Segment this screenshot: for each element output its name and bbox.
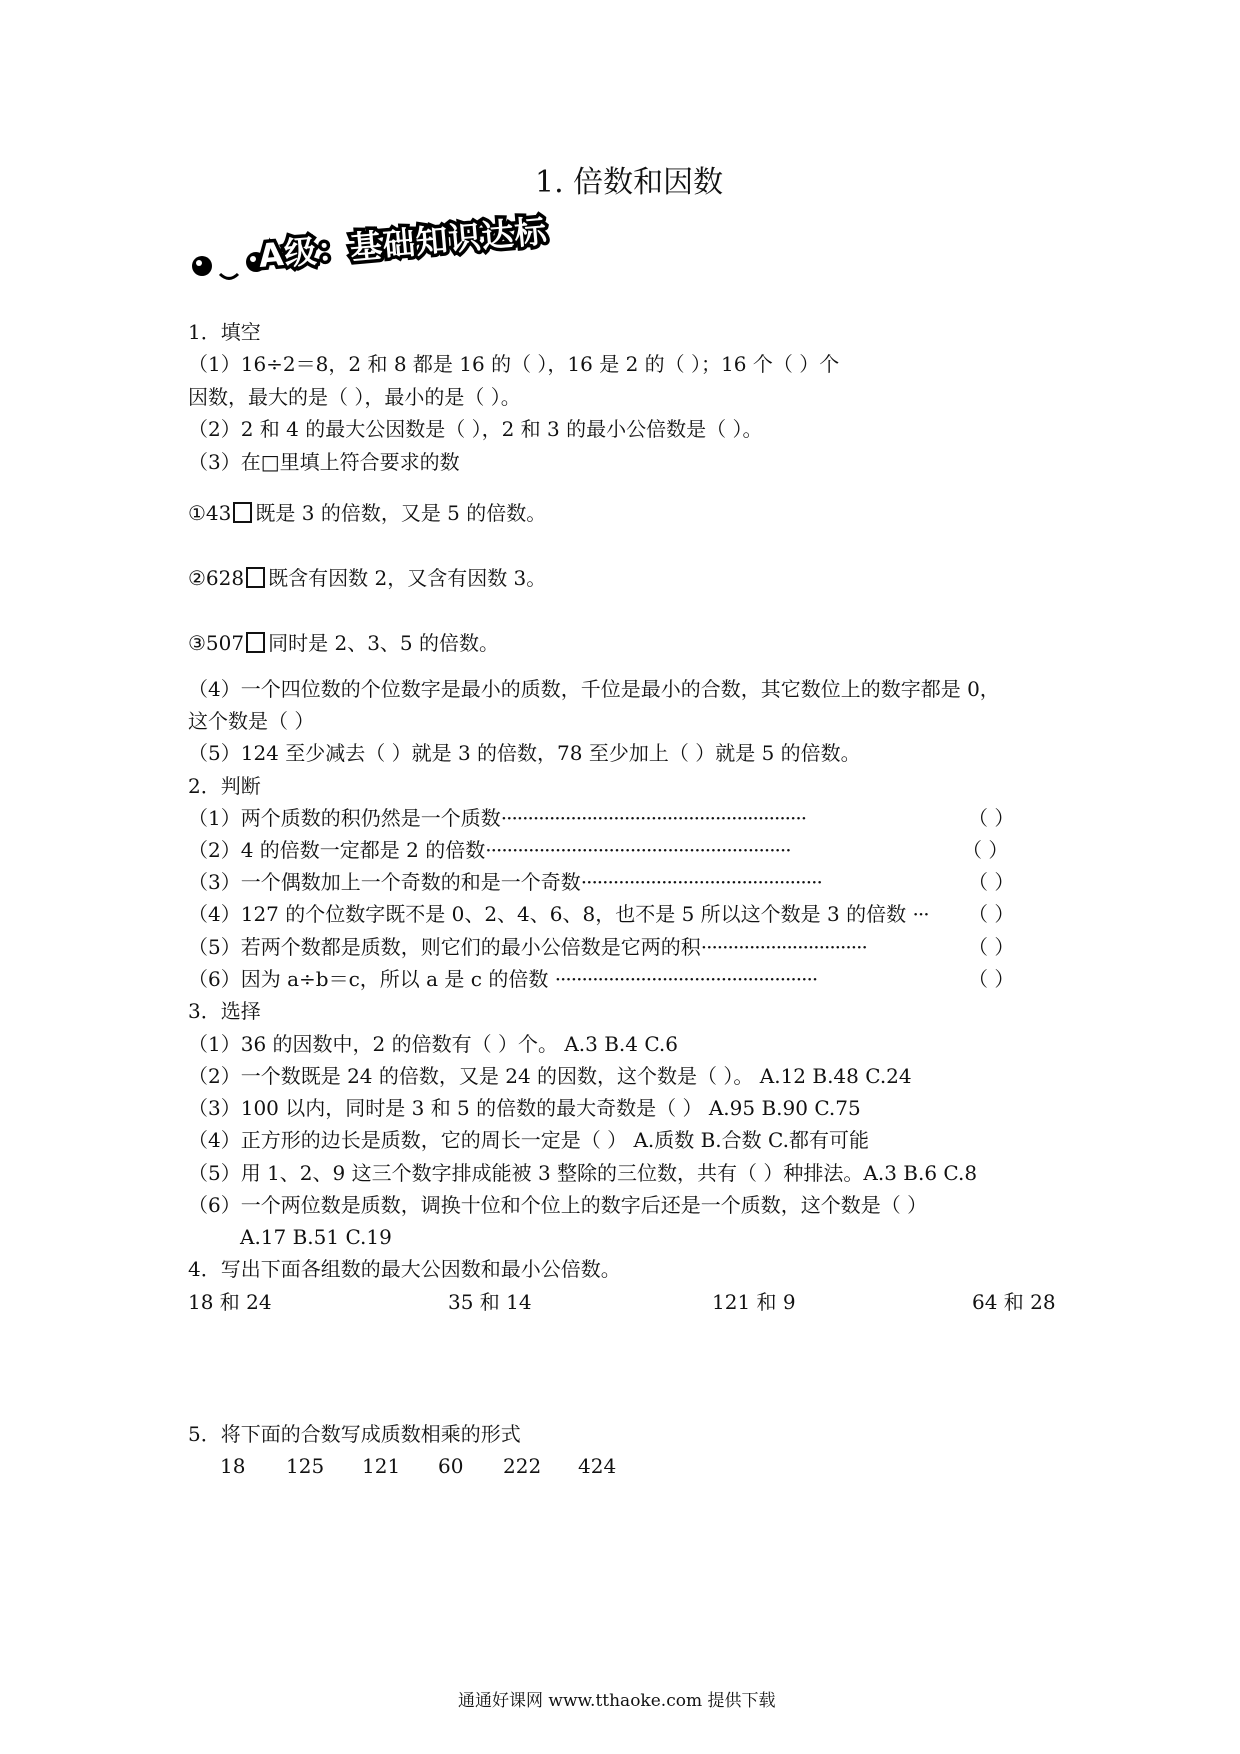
judge-bracket[interactable]: （ ） bbox=[968, 870, 1015, 894]
judge-bracket[interactable]: （ ） bbox=[968, 902, 1015, 926]
judge-bracket[interactable]: （ ） bbox=[968, 967, 1015, 991]
section1-heading: 1．填空 bbox=[188, 320, 261, 344]
answer-box[interactable] bbox=[246, 632, 265, 653]
q3-item-prefix: ③507 bbox=[188, 631, 245, 655]
q3-item-suffix: 同时是 2、3、5 的倍数。 bbox=[268, 631, 499, 655]
number-pair: 18 和 24 bbox=[188, 1290, 272, 1314]
choice-item: （6）一个两位数是质数，调换十位和个位上的数字后还是一个质数，这个数是（ ） bbox=[188, 1193, 928, 1217]
composite-number: 424 bbox=[578, 1454, 617, 1478]
leader-dots: ························································· bbox=[500, 806, 807, 830]
leader-dots: ··· bbox=[912, 902, 929, 926]
judge-text: （1）两个质数的积仍然是一个质数 bbox=[188, 806, 501, 830]
number-pair: 35 和 14 bbox=[448, 1290, 532, 1314]
number-pair: 64 和 28 bbox=[972, 1290, 1056, 1314]
number-pair: 121 和 9 bbox=[712, 1290, 796, 1314]
judge-item bbox=[188, 969, 817, 989]
judge-item bbox=[188, 840, 791, 860]
judge-item bbox=[188, 904, 929, 924]
level-badge bbox=[188, 211, 549, 288]
q3-item-suffix: 既是 3 的倍数，又是 5 的倍数。 bbox=[255, 501, 547, 525]
composite-number: 18 bbox=[220, 1454, 246, 1478]
choice-item: （1）36 的因数中，2 的倍数有（ ）个。 A.3 B.4 C.6 bbox=[188, 1032, 679, 1056]
judge-bracket[interactable]: （ ） bbox=[962, 838, 1009, 862]
judge-text: （2）4 的倍数一定都是 2 的倍数 bbox=[188, 838, 486, 862]
q4-line1: （4）一个四位数的个位数字是最小的质数，千位是最小的合数，其它数位上的数字都是 0， bbox=[188, 677, 1000, 701]
judge-text: （6）因为 a÷b＝c，所以 a 是 c 的倍数 bbox=[188, 967, 555, 991]
composite-number: 222 bbox=[503, 1454, 542, 1478]
q1-line2: 因数，最大的是（ ），最小的是（ ）。 bbox=[188, 385, 521, 409]
leader-dots: ················································· bbox=[554, 967, 818, 991]
q3-text: （3）在□里填上符合要求的数 bbox=[188, 450, 460, 474]
judge-bracket[interactable]: （ ） bbox=[968, 806, 1015, 830]
q3-item-1 bbox=[188, 502, 546, 523]
q3-item-prefix: ①43 bbox=[188, 501, 232, 525]
choice-options: A.17 B.51 C.19 bbox=[240, 1225, 392, 1249]
judge-text: （5）若两个数都是质数，则它们的最小公倍数是它两的积 bbox=[188, 935, 701, 959]
judge-bracket[interactable]: （ ） bbox=[968, 935, 1015, 959]
q3-item-3 bbox=[188, 632, 499, 653]
composite-number: 125 bbox=[286, 1454, 325, 1478]
section2-heading: 2．判断 bbox=[188, 774, 261, 798]
judge-item bbox=[188, 937, 867, 957]
judge-item bbox=[188, 808, 806, 828]
choice-item: （5）用 1、2、9 这三个数字排成能被 3 整除的三位数，共有（ ）种排法。A.3 B.6 C.8 bbox=[188, 1161, 978, 1185]
q5-text: （5）124 至少减去（ ）就是 3 的倍数，78 至少加上（ ）就是 5 的倍数。 bbox=[188, 741, 861, 765]
answer-box[interactable] bbox=[233, 502, 252, 523]
page-title: 1. 倍数和因数 bbox=[535, 165, 724, 200]
judge-text: （3）一个偶数加上一个奇数的和是一个奇数 bbox=[188, 870, 581, 894]
q2-text: （2）2 和 4 的最大公因数是（ ），2 和 3 的最小公倍数是（ ）。 bbox=[188, 417, 763, 441]
q1-line1: （1）16÷2＝8，2 和 8 都是 16 的（ ），16 是 2 的（ ）；16 个（ ）个 bbox=[188, 352, 840, 376]
footer-text: 通通好课网 www.tthaoke.com 提供下载 bbox=[458, 1691, 776, 1711]
leader-dots: ························································· bbox=[485, 838, 791, 862]
q3-item-suffix: 既含有因数 2，又含有因数 3。 bbox=[268, 566, 547, 590]
judge-text: （4）127 的个位数字既不是 0、2、4、6、8，也不是 5 所以这个数是 3 的倍数 bbox=[188, 902, 913, 926]
leader-dots: ············································· bbox=[580, 870, 822, 894]
q3-item-2 bbox=[188, 567, 546, 588]
choice-item: （4）正方形的边长是质数，它的周长一定是（ ） A.质数 B.合数 C.都有可能 bbox=[188, 1128, 869, 1152]
answer-box[interactable] bbox=[246, 567, 265, 588]
section5-heading: 5．将下面的合数写成质数相乘的形式 bbox=[188, 1422, 521, 1446]
choice-item: （3）100 以内，同时是 3 和 5 的倍数的最大奇数是（ ） A.95 B.90 C.75 bbox=[188, 1096, 861, 1120]
section4-heading: 4．写出下面各组数的最大公因数和最小公倍数。 bbox=[188, 1257, 621, 1281]
composite-number: 121 bbox=[362, 1454, 401, 1478]
level-badge-text: A级：基础知识达标 bbox=[256, 211, 549, 275]
choice-item: （2）一个数既是 24 的倍数，又是 24 的因数，这个数是（ ）。 A.12 B.48 C.24 bbox=[188, 1064, 912, 1088]
q3-item-prefix: ②628 bbox=[188, 566, 245, 590]
composite-number: 60 bbox=[438, 1454, 464, 1478]
section3-heading: 3．选择 bbox=[188, 999, 261, 1023]
judge-item bbox=[188, 872, 822, 892]
q4-line2: 这个数是（ ） bbox=[188, 709, 315, 733]
leader-dots: ······························· bbox=[700, 935, 867, 959]
